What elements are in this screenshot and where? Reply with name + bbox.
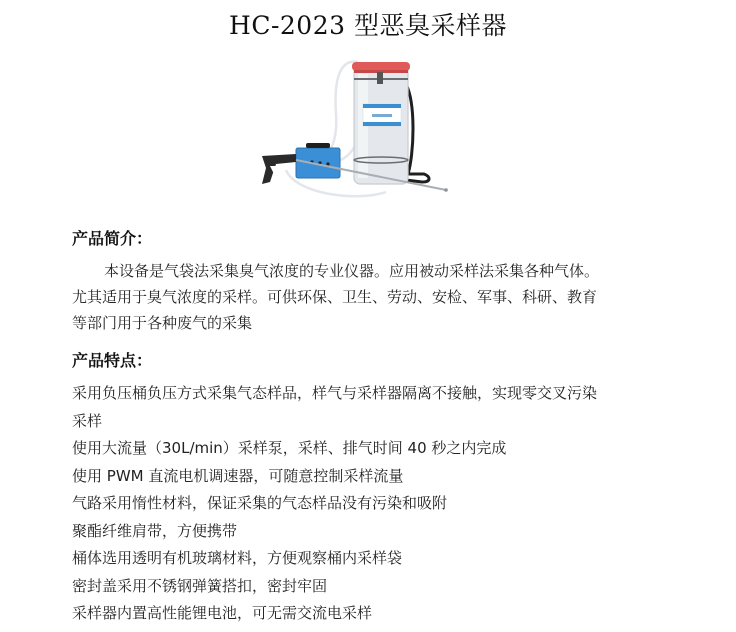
feature-item: 气路采用惰性材料，保证采集的气态样品没有污染和吸附: [72, 494, 448, 512]
feature-item: 聚酯纤维肩带，方便携带: [72, 521, 238, 540]
feature-item: 采样: [72, 411, 103, 430]
feature-item: 使用 PWM 直流电机调速器，可随意控制采样流量: [72, 466, 404, 485]
air-sampler-illustration: [246, 44, 496, 220]
shoulder-strap: [406, 84, 429, 182]
intro-heading: 产品简介：: [72, 229, 153, 248]
feature-item: 使用大流量（30L/min）采样泵，采样、排气时间 40 秒之内完成: [72, 439, 507, 457]
intro-paragraph: [72, 258, 672, 336]
page-title: HC-2023 型恶臭采样器: [229, 11, 507, 40]
pump-box: [296, 148, 340, 178]
feature-item: 采用负压桶负压方式采集气态样品，样气与采样器隔离不接触，实现零交叉污染: [72, 384, 598, 402]
feature-item: 密封盖采用不锈钢弹簧搭扣，密封牢固: [72, 576, 328, 595]
product-image: [246, 44, 496, 220]
canister-lid: [352, 62, 410, 71]
sampling-gun: [262, 154, 296, 184]
features-list: [72, 380, 672, 628]
intro-line: 尤其适用于臭气浓度的采样。可供环保、卫生、劳动、安检、军事、科研、教育: [72, 288, 598, 306]
intro-line: 等部门用于各种废气的采集: [72, 314, 253, 332]
feature-item: 采样器内置高性能锂电池，可无需交流电采样: [72, 604, 373, 622]
intro-line: 本设备是气袋法采集臭气浓度的专业仪器。应用被动采样法采集各种气体。: [104, 262, 600, 280]
feature-item: 桶体选用透明有机玻璃材料，方便观察桶内采样袋: [72, 549, 403, 567]
features-heading: 产品特点：: [72, 351, 153, 370]
pump-handle: [306, 143, 330, 148]
